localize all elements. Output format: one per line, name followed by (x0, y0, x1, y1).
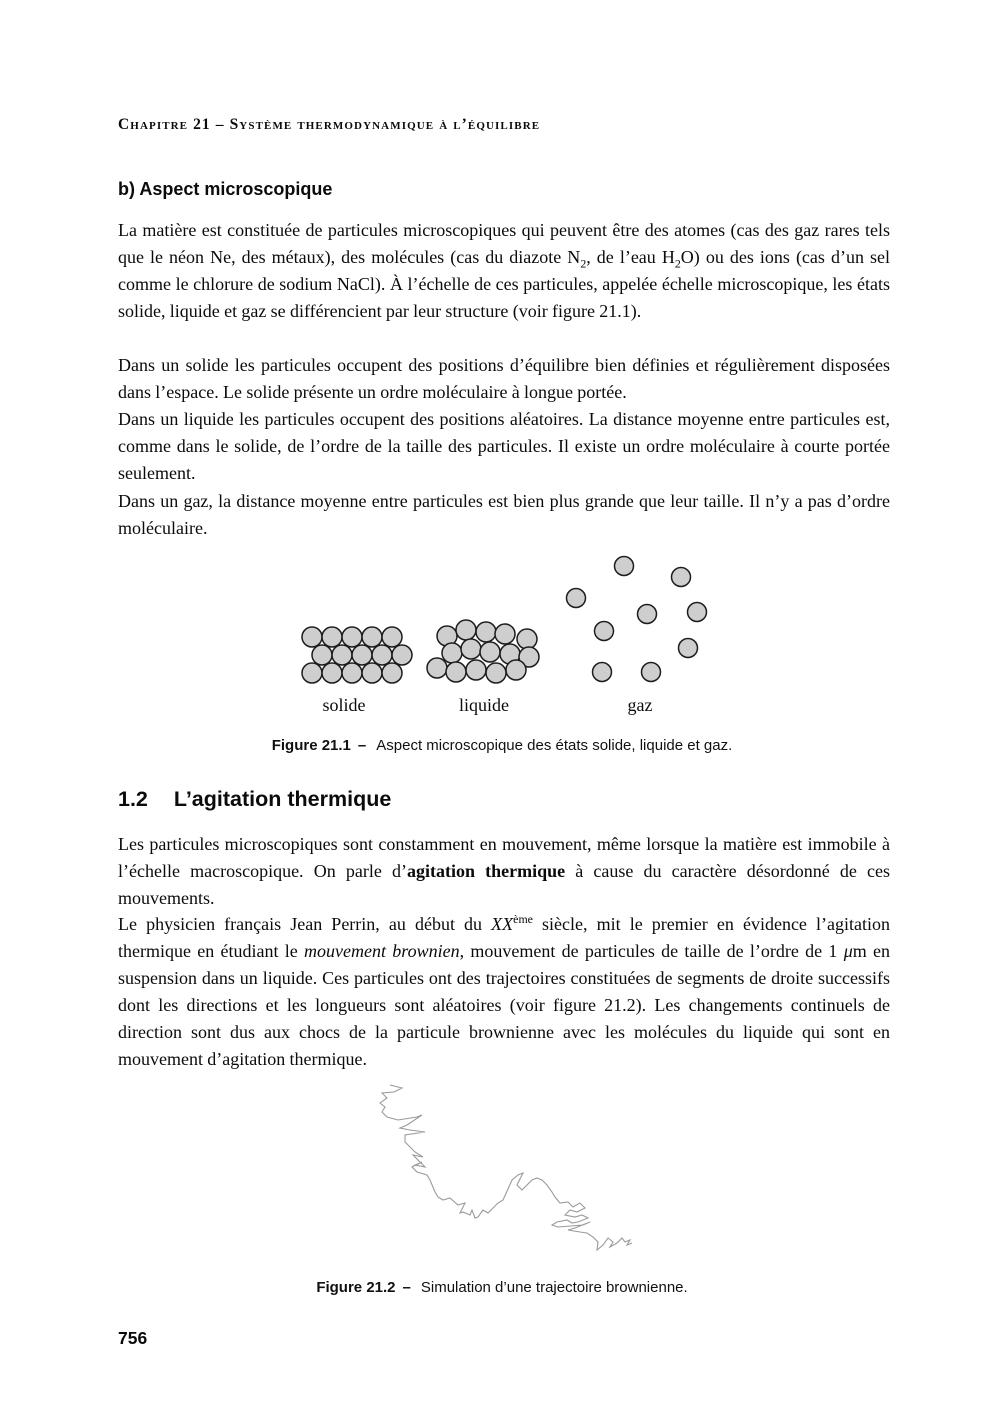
particle-solide (322, 663, 342, 683)
figure-21-2-caption-label: Figure 21.2 (316, 1279, 396, 1296)
particle-gaz (567, 589, 586, 608)
section-title: L’agitation thermique (173, 787, 392, 811)
particle-solide (302, 663, 322, 683)
particle-liquide (517, 629, 537, 649)
particle-solide (342, 663, 362, 683)
particle-liquide (476, 622, 496, 642)
paragraph-liquide: Dans un liquide les particules occupent des positions aléatoires. La distance moyenne entre particules est, comme dans le solide, de l’ordre de la taille des particules. Il existe un ordre moléculaire à courte portée seulement. (118, 409, 890, 483)
paragraph-matiere-particules: La matière est constituée de particules microscopiques qui peuvent être des atomes (cas des gaz rares tels que le néon Ne, des métaux), des molécules (cas du diazote $N_2$, de l’eau $H_2O$) ou des ions (cas d’un sel comme le chlorure de sodium NaCl). À l’échelle de ces particules, appelée échelle microscopique, les états solide, liquide et gaz se différencient par leur structure (voir figure 21.1). (118, 220, 890, 321)
paragraph-jean-perrin: Le physicien français Jean Perrin, au début du XXème siècle, mit le premier en évidence l’agitation thermique en étudiant le mouvement brownien, mouvement de particules de taille de l’ordre de 1 μm en suspension dans un liquide. Ces particules ont des trajectoires constituées de segments de droite successifs dont les directions et les longueurs sont aléatoires (voir figure 21.2). Les changements continuels de direction sont dus aux chocs de la particule brownienne avec les molécules du liquide qui sont en mouvement d’agitation thermique. (118, 912, 890, 1069)
particle-gaz (642, 663, 661, 682)
paragraph-solide: Dans un solide les particules occupent des positions d’équilibre bien définies et régulièrement disposées dans l’espace. Le solide présente un ordre moléculaire à longue portée. (118, 355, 890, 402)
particle-gaz (593, 663, 612, 682)
particle-gaz (638, 605, 657, 624)
paragraph-agitation-thermique: Les particules microscopiques sont constamment en mouvement, même lorsque la matière est immobile à l’échelle macroscopique. On parle d’agitation thermique à cause du caractère désordonné de ces mouvements. (118, 834, 890, 908)
particle-solide (302, 627, 322, 647)
caption-dash: – (402, 1279, 411, 1296)
figure-21-2-caption (0, 1279, 1004, 1296)
particle-solide (392, 645, 412, 665)
particle-liquide (461, 639, 481, 659)
figure-21-1-caption (0, 737, 1004, 754)
particle-liquide (466, 660, 486, 680)
particle-solide (382, 663, 402, 683)
particle-gaz (615, 557, 634, 576)
particle-solide (382, 627, 402, 647)
section-heading-agitation-thermique (118, 787, 391, 812)
caption-dash: – (357, 737, 367, 754)
figure-21-2-caption-text: Simulation d’une trajectoire brownienne. (420, 1279, 688, 1296)
label-solide: solide (322, 695, 366, 715)
particle-gaz (672, 568, 691, 587)
label-liquide: liquide (459, 695, 509, 715)
brownian-path (380, 1085, 632, 1250)
particle-liquide (486, 663, 506, 683)
subsection-title-aspect-microscopique: b) Aspect microscopique (118, 179, 333, 199)
running-header: Chapitre 21 – Système thermodynamique à l’équilibre (118, 116, 541, 133)
particle-liquide (456, 620, 476, 640)
section-number: 1.2 (118, 787, 148, 811)
page-number: 756 (118, 1328, 148, 1348)
particle-solide (372, 645, 392, 665)
particle-solide (332, 645, 352, 665)
figure-etats-diagram (280, 548, 720, 693)
particle-solide (352, 645, 372, 665)
particle-solide (322, 627, 342, 647)
particle-solide (362, 663, 382, 683)
particle-liquide (506, 660, 526, 680)
particle-solide (312, 645, 332, 665)
figure-21-1-caption-text: Aspect microscopique des états solide, liquide et gaz. (376, 737, 733, 754)
particle-liquide (446, 662, 466, 682)
figure-brownian-trajectory (350, 1070, 650, 1265)
paragraph-gaz: Dans un gaz, la distance moyenne entre particules est bien plus grande que leur taille. Il n’y a pas d’ordre moléculaire. (118, 491, 890, 538)
particle-liquide (427, 658, 447, 678)
figure-21-1-caption-label: Figure 21.1 (271, 737, 351, 754)
particle-liquide (442, 643, 462, 663)
particle-liquide (495, 624, 515, 644)
particle-solide (342, 627, 362, 647)
particle-gaz (688, 603, 707, 622)
particle-liquide (480, 642, 500, 662)
particle-solide (362, 627, 382, 647)
label-gaz: gaz (627, 695, 653, 715)
particle-gaz (679, 639, 698, 658)
particle-gaz (595, 622, 614, 641)
